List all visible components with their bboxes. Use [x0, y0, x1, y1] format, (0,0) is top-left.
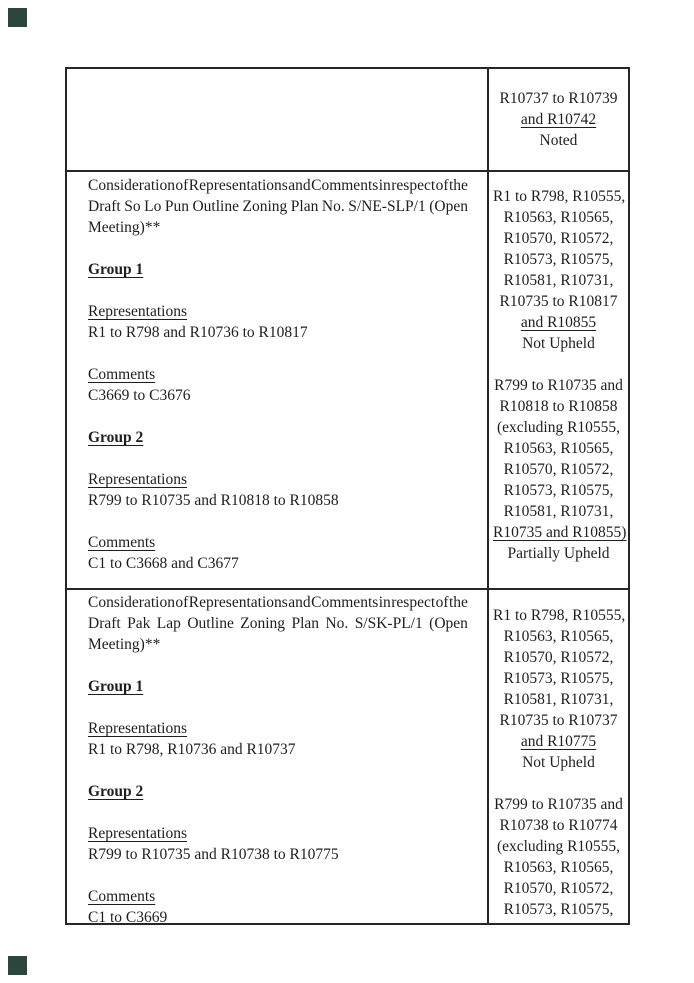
text-line: [88, 907, 468, 923]
agenda-item-cell: [67, 172, 489, 588]
blank-line: [88, 343, 468, 364]
word: Draft: [88, 615, 121, 632]
table-row: [67, 69, 628, 172]
text-line: [88, 217, 468, 238]
word: and: [288, 594, 311, 611]
word: the: [448, 594, 468, 611]
text-line: [493, 312, 624, 333]
word: in: [378, 594, 391, 611]
blank-line: [88, 802, 468, 823]
text-span: R1 to R798, R10555,: [493, 188, 626, 205]
decision-content: [493, 88, 624, 151]
text-line: [493, 731, 624, 752]
agenda-item-cell: [67, 590, 489, 923]
blank-line: [88, 865, 468, 886]
text-line: [493, 207, 624, 228]
text-span: (excluding R10555,: [496, 838, 621, 855]
text-line: [493, 396, 624, 417]
word: (Open: [429, 198, 468, 215]
word: Lap: [156, 615, 181, 632]
word: Outline: [187, 615, 234, 632]
text-span: R10563, R10565,: [503, 859, 614, 876]
text-span: R10735 and R10855): [493, 524, 627, 541]
text-line: [88, 553, 468, 574]
blank-line: [493, 773, 624, 794]
text-span: C1 to C3669: [88, 909, 168, 923]
word: Pak: [127, 615, 151, 632]
word: No.: [321, 198, 345, 215]
text-span: Group 2: [88, 429, 144, 446]
word: S/NE-SLP/1: [348, 198, 426, 215]
text-line: [88, 592, 468, 613]
text-line: [493, 88, 624, 109]
text-line: [493, 522, 627, 543]
text-line: [88, 676, 468, 697]
text-line: [493, 836, 624, 857]
text-span: R10563, R10565,: [503, 628, 614, 645]
text-span: and R10855: [520, 314, 597, 331]
word: Outline: [192, 198, 239, 215]
text-span: R10570, R10572,: [503, 230, 614, 247]
word: of: [175, 594, 189, 611]
text-span: C3669 to C3676: [88, 387, 191, 404]
text-line: [88, 781, 468, 802]
word: So: [124, 198, 141, 215]
text-span: Representations: [88, 720, 188, 737]
text-line: [493, 689, 624, 710]
table-row: [67, 172, 628, 590]
text-line: [88, 175, 468, 196]
word: Plan: [290, 198, 319, 215]
text-line: [88, 364, 468, 385]
text-line: [493, 186, 624, 207]
text-line: [493, 668, 624, 689]
text-line: [88, 823, 468, 844]
text-span: R10581, R10731,: [503, 503, 614, 520]
text-line: [88, 385, 468, 406]
word: of: [175, 177, 189, 194]
blank-line: [88, 238, 468, 259]
table-row: [67, 590, 628, 923]
text-line: [493, 480, 624, 501]
text-span: Not Upheld: [522, 335, 595, 352]
agenda-item-cell: [67, 69, 489, 170]
text-span: and R10775: [520, 733, 597, 750]
word: of: [435, 594, 449, 611]
page-corner-marker-top: [8, 8, 27, 27]
text-line: [88, 718, 468, 739]
text-span: R10563, R10565,: [503, 440, 614, 457]
word: Representations: [188, 594, 288, 611]
agenda-item-content: [88, 172, 468, 574]
text-line: [88, 301, 468, 322]
blank-line: [493, 354, 624, 375]
word: Representations: [188, 177, 288, 194]
word: respect: [391, 594, 436, 611]
text-line: [493, 417, 624, 438]
text-span: R10570, R10572,: [503, 649, 614, 666]
text-line: [88, 196, 468, 217]
agenda-item-content: [88, 590, 468, 923]
text-line: [493, 130, 624, 151]
word: the: [448, 177, 468, 194]
text-span: R10570, R10572,: [503, 880, 614, 897]
text-span: Representations: [88, 471, 188, 488]
text-line: [493, 710, 624, 731]
text-line: [493, 752, 624, 773]
text-line: [493, 647, 624, 668]
text-span: R10573, R10575,: [503, 670, 614, 687]
text-span: Meeting)**: [88, 219, 161, 236]
text-line: [493, 857, 624, 878]
text-span: (excluding R10555,: [496, 419, 621, 436]
text-line: [493, 109, 624, 130]
text-line: [88, 886, 468, 907]
text-line: [88, 532, 468, 553]
decision-content: [493, 172, 627, 564]
text-span: R10563, R10565,: [503, 209, 614, 226]
text-span: Representations: [88, 303, 188, 320]
text-line: [88, 322, 468, 343]
text-span: R10818 to R10858: [499, 398, 618, 415]
word: Pun: [164, 198, 189, 215]
word: Consideration: [88, 177, 175, 194]
word: of: [435, 177, 449, 194]
text-span: R10573, R10575,: [503, 251, 614, 268]
text-span: R10573, R10575,: [503, 482, 614, 499]
blank-line: [88, 406, 468, 427]
text-span: Meeting)**: [88, 636, 161, 653]
text-line: [493, 899, 624, 920]
text-line: [88, 490, 468, 511]
text-span: Partially Upheld: [507, 545, 610, 562]
text-line: [493, 501, 624, 522]
agenda-table: [65, 67, 630, 925]
text-span: R10573, R10575,: [503, 901, 614, 918]
text-span: Noted: [539, 132, 578, 149]
text-span: Group 1: [88, 678, 144, 695]
text-span: Comments: [88, 888, 156, 905]
text-line: [493, 878, 624, 899]
text-line: [88, 634, 468, 655]
text-span: R1 to R798, R10555,: [493, 607, 626, 624]
text-line: [493, 626, 624, 647]
text-span: Comments: [88, 366, 156, 383]
text-line: [88, 844, 468, 865]
word: Consideration: [88, 594, 175, 611]
text-line: [88, 739, 468, 760]
text-span: R799 to R10735 and R10818 to R10858: [88, 492, 339, 509]
text-span: Representations: [88, 825, 188, 842]
text-line: [493, 270, 624, 291]
text-span: R1 to R798 and R10736 to R10817: [88, 324, 308, 341]
text-line: [88, 469, 468, 490]
text-line: [493, 249, 624, 270]
text-line: [493, 333, 624, 354]
word: Zoning: [242, 198, 288, 215]
text-span: R799 to R10735 and: [494, 377, 623, 394]
word: respect: [391, 177, 436, 194]
word: and: [288, 177, 311, 194]
word: Lo: [144, 198, 162, 215]
text-line: [493, 438, 624, 459]
text-line: [88, 427, 468, 448]
text-span: R799 to R10735 and R10738 to R10775: [88, 846, 339, 863]
word: Plan: [291, 615, 320, 632]
blank-line: [88, 280, 468, 301]
text-line: [493, 794, 624, 815]
text-span: Comments: [88, 534, 156, 551]
text-span: Group 2: [88, 783, 144, 800]
text-span: C1 to C3668 and C3677: [88, 555, 239, 572]
text-span: R10735 to R10817: [499, 293, 618, 310]
word: Draft: [88, 198, 121, 215]
text-span: R10581, R10731,: [503, 272, 614, 289]
word: S/SK-PL/1: [354, 615, 423, 632]
decision-cell: [489, 69, 628, 170]
text-span: R10737 to R10739: [499, 90, 618, 107]
text-line: [88, 259, 468, 280]
decision-content: [493, 590, 624, 920]
text-line: [493, 543, 624, 564]
text-span: and R10742: [520, 111, 597, 128]
text-span: Not Upheld: [522, 754, 595, 771]
text-line: [493, 815, 624, 836]
text-span: R10570, R10572,: [503, 461, 614, 478]
word: (Open: [429, 615, 468, 632]
page-corner-marker-bottom: [8, 956, 27, 975]
blank-line: [88, 511, 468, 532]
text-line: [493, 605, 624, 626]
blank-line: [88, 448, 468, 469]
decision-cell: [489, 172, 628, 588]
text-span: R10581, R10731,: [503, 691, 614, 708]
word: Comments: [311, 594, 379, 611]
text-span: R799 to R10735 and: [494, 796, 623, 813]
text-line: [493, 375, 624, 396]
text-span: R1 to R798, R10736 and R10737: [88, 741, 296, 758]
text-span: R10735 to R10737: [499, 712, 618, 729]
text-line: [493, 459, 624, 480]
text-line: [493, 228, 624, 249]
blank-line: [88, 655, 468, 676]
text-line: [88, 613, 468, 634]
text-line: [493, 291, 624, 312]
decision-cell: [489, 590, 628, 923]
blank-line: [88, 760, 468, 781]
word: Zoning: [240, 615, 286, 632]
blank-line: [88, 697, 468, 718]
text-span: Group 1: [88, 261, 144, 278]
word: in: [378, 177, 391, 194]
word: Comments: [311, 177, 379, 194]
text-span: R10738 to R10774: [499, 817, 618, 834]
word: No.: [325, 615, 349, 632]
